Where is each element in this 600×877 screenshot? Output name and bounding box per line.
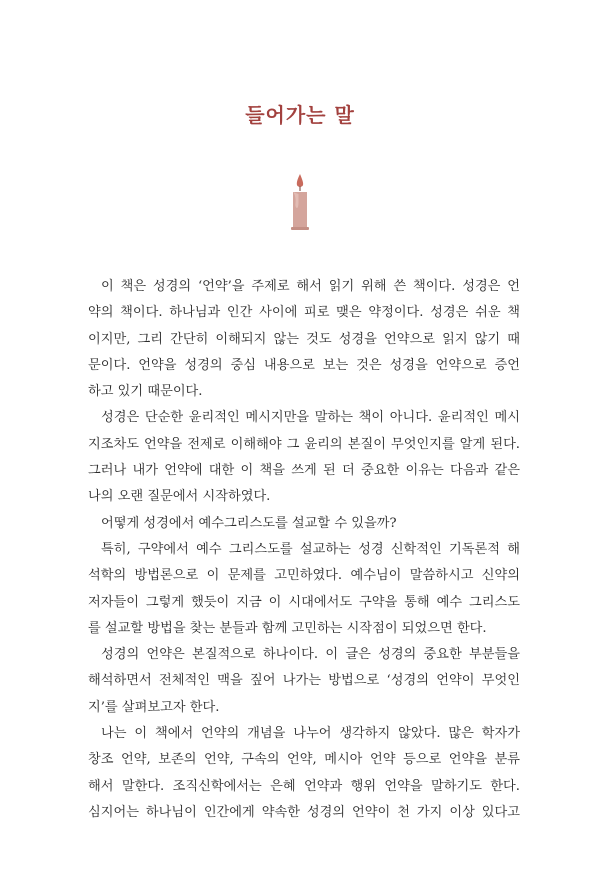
text-line: 성경의 언약은 본질적으로 하나이다. 이 글은 성경의 중요한 부분들을 (101, 647, 520, 663)
text-line: 지조차도 언약을 전제로 이해해야 그 윤리의 본질이 무엇인지를 알게 된다. (88, 436, 520, 452)
text-line: 를 설교할 방법을 찾는 분들과 함께 고민하는 시작점이 되었으면 한다. (88, 620, 487, 636)
text-line: 석학의 방법론으로 이 문제를 고민하였다. 예수님이 말씀하시고 신약의 (88, 568, 520, 584)
text-line: 나는 이 책에서 언약의 개념을 나누어 생각하지 않았다. 많은 학자가 (101, 726, 520, 742)
text-line: 저자들이 그렇게 했듯이 지금 이 시대에서도 구약을 통해 예수 그리스도 (88, 594, 520, 610)
chapter-title: 들어가는 말 (245, 103, 355, 127)
body-text (88, 274, 520, 826)
text-line: 어떻게 성경에서 예수그리스도를 설교할 수 있을까? (101, 515, 397, 531)
text-line: 그러나 내가 언약에 대한 이 책을 쓰게 된 더 중요한 이유는 다음과 같은 (88, 463, 520, 479)
text-line: 문이다. 언약을 성경의 중심 내용으로 보는 것은 성경을 언약으로 증언 (88, 357, 520, 373)
text-line: 나의 오랜 질문에서 시작하였다. (88, 489, 271, 505)
text-line: 하고 있기 때문이다. (88, 384, 203, 400)
text-line: 창조 언약, 보존의 언약, 구속의 언약, 메시아 언약 등으로 언약을 분류 (88, 752, 520, 768)
text-line: 지’를 살펴보고자 한다. (88, 699, 220, 715)
text-line: 이지만, 그리 간단히 이해되지 않는 것도 성경을 언약으로 읽지 않기 때 (88, 331, 520, 347)
candle-icon (289, 172, 311, 232)
text-line: 특히, 구약에서 예수 그리스도를 설교하는 성경 신학적인 기독론적 해 (101, 541, 520, 557)
text-line: 이 책은 성경의 ‘언약’을 주제로 해서 읽기 위해 쓴 책이다. 성경은 언 (101, 279, 520, 294)
text-line: 심지어는 하나님이 인간에게 약속한 성경의 언약이 천 가지 이상 있다고 (88, 804, 520, 820)
text-line: 성경은 단순한 윤리적인 메시지만을 말하는 책이 아니다. 윤리적인 메시 (101, 410, 520, 426)
text-line: 약의 책이다. 하나님과 인간 사이에 피로 맺은 약정이다. 성경은 쉬운 책 (88, 305, 520, 321)
text-line: 해석하면서 전체적인 맥을 짚어 나가는 방법으로 ‘성경의 언약이 무엇인 (88, 673, 520, 689)
text-line: 해서 말한다. 조직신학에서는 은혜 언약과 행위 언약을 말하기도 한다. (88, 778, 520, 794)
